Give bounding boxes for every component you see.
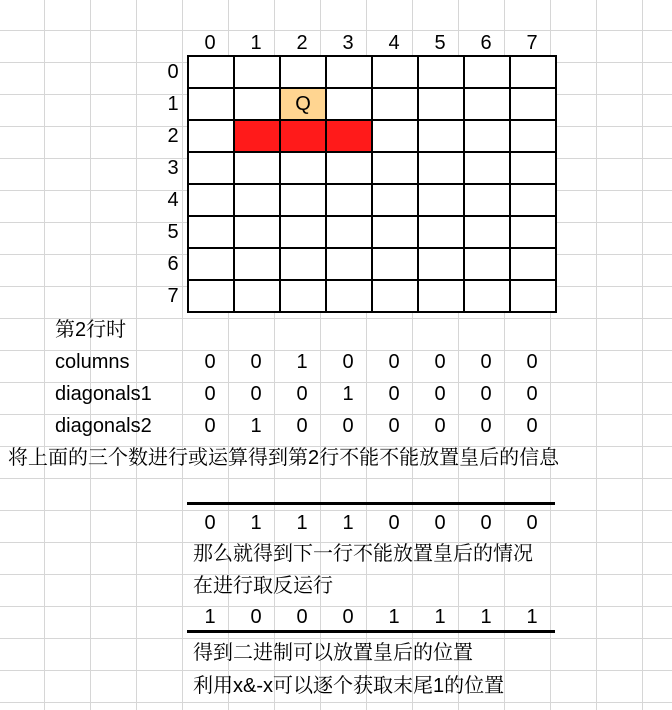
or-bit: 0 xyxy=(204,512,216,534)
column-label: 0 xyxy=(204,32,216,54)
divider-bottom xyxy=(187,630,555,633)
board-cell xyxy=(189,185,235,217)
row-label: 7 xyxy=(167,285,179,307)
bit-value: 0 xyxy=(204,351,216,373)
queen-cell: Q xyxy=(281,89,327,121)
row-label: 3 xyxy=(167,157,179,179)
board-cell xyxy=(235,153,281,185)
bit-value: 0 xyxy=(296,383,308,405)
or-bit: 0 xyxy=(480,512,492,534)
board-cell xyxy=(281,281,327,313)
board-cell xyxy=(189,281,235,313)
row-label: 0 xyxy=(167,61,179,83)
board-cell xyxy=(235,217,281,249)
board-cell xyxy=(189,57,235,89)
board-cell xyxy=(419,153,465,185)
board-cell xyxy=(465,281,511,313)
board-cell xyxy=(465,153,511,185)
bit-value: 0 xyxy=(388,383,400,405)
board-cell xyxy=(327,185,373,217)
bit-value: 0 xyxy=(250,383,262,405)
column-label: 4 xyxy=(388,32,400,54)
board-cell xyxy=(465,249,511,281)
divider-top xyxy=(187,502,555,505)
board-cell xyxy=(511,281,557,313)
board-cell xyxy=(511,57,557,89)
board-row xyxy=(189,185,557,217)
attacked-cell xyxy=(281,121,327,153)
board-cell xyxy=(281,185,327,217)
board-cell xyxy=(281,249,327,281)
attacked-cell xyxy=(235,121,281,153)
column-label: 2 xyxy=(296,32,308,54)
board-cell xyxy=(419,57,465,89)
board-cell xyxy=(189,121,235,153)
column-label: 7 xyxy=(526,32,538,54)
board-cell xyxy=(419,249,465,281)
board-cell xyxy=(327,281,373,313)
board-cell xyxy=(419,89,465,121)
board-cell xyxy=(281,57,327,89)
explain-next: 那么就得到下一行不能放置皇后的情况 xyxy=(193,543,533,565)
board-cell xyxy=(373,185,419,217)
or-bit: 1 xyxy=(296,512,308,534)
board-cell xyxy=(465,89,511,121)
board-cell xyxy=(373,57,419,89)
board-cell xyxy=(373,217,419,249)
board-cell xyxy=(373,249,419,281)
bit-value: 0 xyxy=(342,415,354,437)
board-cell xyxy=(419,185,465,217)
explain-or: 将上面的三个数进行或运算得到第2行不能不能放置皇后的信息 xyxy=(8,447,560,469)
board-row xyxy=(189,249,557,281)
bit-value: 0 xyxy=(388,351,400,373)
board-cell xyxy=(465,185,511,217)
board-cell xyxy=(465,57,511,89)
board-cell xyxy=(419,217,465,249)
board-cell xyxy=(235,57,281,89)
inverted-bit: 1 xyxy=(204,606,216,628)
board-cell xyxy=(327,217,373,249)
board-cell xyxy=(235,89,281,121)
board-cell xyxy=(465,217,511,249)
bit-value: 1 xyxy=(342,383,354,405)
bit-row-label: columns xyxy=(55,351,130,373)
explain-positions: 得到二进制可以放置皇后的位置 xyxy=(193,642,473,664)
board-cell xyxy=(511,217,557,249)
or-bit: 1 xyxy=(250,512,262,534)
bit-value: 1 xyxy=(250,415,262,437)
board-cell xyxy=(419,281,465,313)
board-cell xyxy=(373,121,419,153)
board-cell xyxy=(235,249,281,281)
board-cell xyxy=(511,121,557,153)
row-label: 4 xyxy=(167,189,179,211)
explain-lowbit: 利用x&-x可以逐个获取末尾1的位置 xyxy=(193,675,505,697)
bit-value: 0 xyxy=(480,415,492,437)
or-bit: 0 xyxy=(388,512,400,534)
or-bit: 1 xyxy=(342,512,354,534)
bit-value: 0 xyxy=(204,415,216,437)
bit-row-label: diagonals2 xyxy=(55,415,152,437)
column-label: 5 xyxy=(434,32,446,54)
bit-value: 0 xyxy=(434,351,446,373)
board-cell xyxy=(327,249,373,281)
board-cell xyxy=(327,153,373,185)
board-cell xyxy=(511,153,557,185)
or-bit: 0 xyxy=(434,512,446,534)
inverted-bit: 1 xyxy=(388,606,400,628)
bit-value: 0 xyxy=(526,415,538,437)
board-cell xyxy=(281,153,327,185)
column-label: 3 xyxy=(342,32,354,54)
bit-row-label: diagonals1 xyxy=(55,383,152,405)
board-cell xyxy=(235,281,281,313)
board-cell xyxy=(373,89,419,121)
board-cell xyxy=(189,249,235,281)
column-label: 1 xyxy=(250,32,262,54)
board-cell xyxy=(511,249,557,281)
board-row xyxy=(189,57,557,89)
bit-value: 0 xyxy=(480,351,492,373)
board-cell xyxy=(189,89,235,121)
row-label: 2 xyxy=(167,125,179,147)
board-cell xyxy=(235,185,281,217)
bit-value: 0 xyxy=(204,383,216,405)
inverted-bit: 0 xyxy=(250,606,262,628)
bit-value: 0 xyxy=(526,351,538,373)
column-label: 6 xyxy=(480,32,492,54)
board-row xyxy=(189,217,557,249)
bit-value: 1 xyxy=(296,351,308,373)
row-label: 1 xyxy=(167,93,179,115)
board-cell xyxy=(327,89,373,121)
board-cell xyxy=(373,281,419,313)
board-cell xyxy=(327,57,373,89)
bit-value: 0 xyxy=(388,415,400,437)
board-cell xyxy=(419,121,465,153)
bit-value: 0 xyxy=(526,383,538,405)
inverted-bit: 0 xyxy=(342,606,354,628)
board-row xyxy=(189,121,557,153)
board-row xyxy=(189,281,557,313)
board-cell xyxy=(511,185,557,217)
attacked-cell xyxy=(327,121,373,153)
inverted-bit: 1 xyxy=(480,606,492,628)
board-row xyxy=(189,153,557,185)
section-title: 第2行时 xyxy=(55,319,127,341)
bit-value: 0 xyxy=(250,351,262,373)
bit-value: 0 xyxy=(296,415,308,437)
row-label: 6 xyxy=(167,253,179,275)
chess-board xyxy=(187,55,557,313)
or-bit: 0 xyxy=(526,512,538,534)
board-row xyxy=(189,89,557,121)
row-label: 5 xyxy=(167,221,179,243)
bit-value: 0 xyxy=(434,383,446,405)
board-cell xyxy=(189,153,235,185)
board-cell xyxy=(511,89,557,121)
bit-value: 0 xyxy=(480,383,492,405)
board-cell xyxy=(465,121,511,153)
board-cell xyxy=(281,217,327,249)
explain-invert: 在进行取反运行 xyxy=(193,575,333,597)
bit-value: 0 xyxy=(434,415,446,437)
inverted-bit: 1 xyxy=(434,606,446,628)
inverted-bit: 0 xyxy=(296,606,308,628)
inverted-bit: 1 xyxy=(526,606,538,628)
board-cell xyxy=(373,153,419,185)
board-cell xyxy=(189,217,235,249)
bit-value: 0 xyxy=(342,351,354,373)
